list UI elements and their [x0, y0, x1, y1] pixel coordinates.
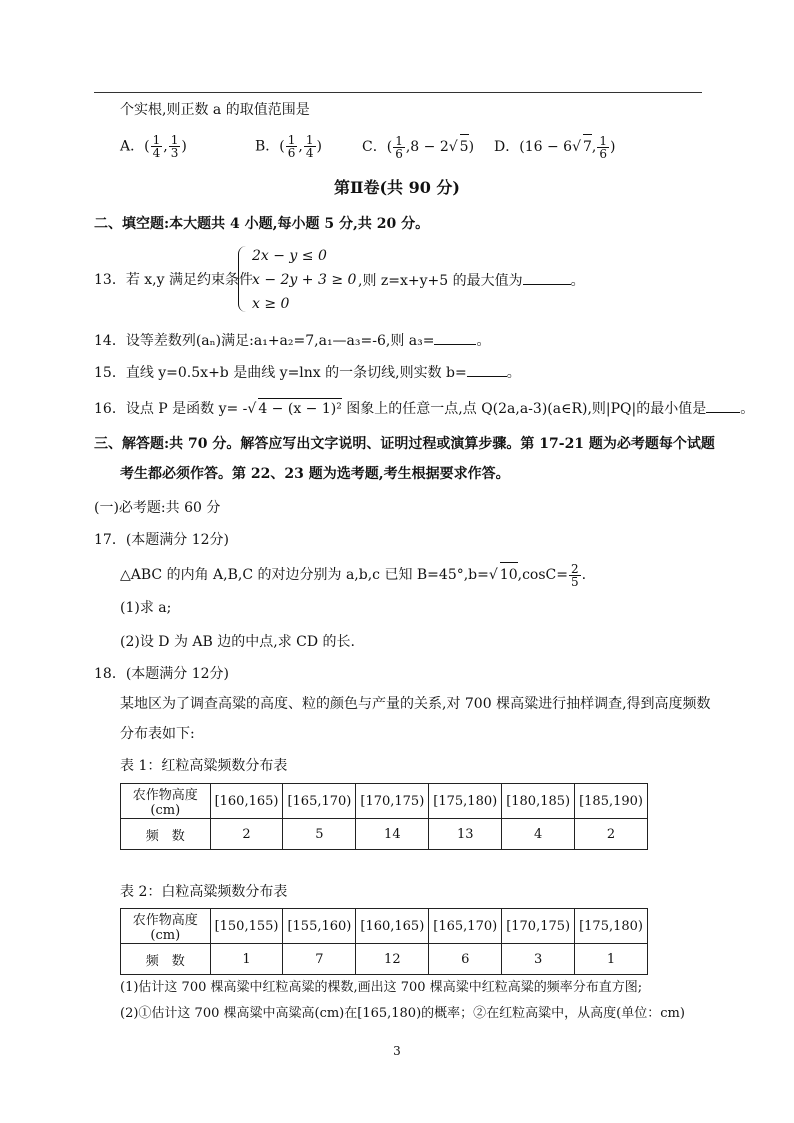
- q15: 15．直线 y=0.5x+b 是曲线 y=lnx 的一条切线,则实数 b= 。: [94, 362, 521, 383]
- q14: 14．设等差数列(aₙ)满足:a₁+a₂=7,a₁—a₃=-6,则 a₃= 。: [94, 330, 490, 351]
- table-row: 频 数 2 5 14 13 4 2: [121, 819, 648, 850]
- q12-option-c: C．( $\frac{1}{6}$ ,8 − 2√ 5): [362, 133, 475, 161]
- q12-tail: 个实根,则正数 a 的取值范围是: [120, 102, 310, 118]
- q12-option-b: B．( $\frac{1}{6}$ , $\frac{1}{4}$ ): [255, 133, 322, 160]
- answer-blank[interactable]: [434, 330, 476, 345]
- q18-part1: (1)估计这 700 棵高粱中红粒高粱的棵数,画出这 700 棵高粱中红粒高粱的频率分布直方图;: [120, 980, 643, 995]
- part3-heading-line2: 考生都必须作答。第 22、23 题为选考题,考生根据要求作答。: [120, 466, 510, 482]
- table-row: 频 数 1 7 12 6 3 1: [121, 944, 648, 975]
- header-rule: [94, 92, 702, 93]
- section-title: 第Ⅱ卷(共 90 分): [333, 178, 461, 197]
- compulsory-label: (一)必考题:共 60 分: [94, 500, 221, 516]
- q12-option-a: A．( $\frac{1}{4}$ , $\frac{1}{3}$ ): [120, 133, 187, 160]
- q13-constraint-2: x − 2y + 3 ≥ 0: [252, 272, 357, 288]
- q16: 16．设点 P 是函数 y= -√ 4 − (x − 1)² 图象上的任意一点,点 Q(2a,a-3)(a∈R),则|PQ|的最小值是 。: [94, 398, 754, 419]
- part2-heading: 二、填空题:本大题共 4 小题,每小题 5 分,共 20 分。: [94, 216, 430, 232]
- q13-constraint-3: x ≥ 0: [252, 296, 290, 312]
- q13-brace: [238, 246, 249, 312]
- table-white-sorghum: [120, 908, 648, 975]
- part3-heading-line1: 三、解答题:共 70 分。解答应写出文字说明、证明过程或演算步骤。第 17-21 题为必考题每个试题: [94, 436, 715, 452]
- page-number: 3: [393, 1044, 401, 1058]
- q17-part2: (2)设 D 为 AB 边的中点,求 CD 的长.: [120, 634, 355, 650]
- q13-suffix: ,则 z=x+y+5 的最大值为 。: [358, 270, 585, 291]
- table-header-row: 农作物高度(cm) [150,155) [155,160) [160,165) [165,170) [170,175) [175,180): [121, 909, 648, 944]
- q18-part2: (2)①估计这 700 棵高粱中高粱高(cm)在[165,180)的概率；②在红粒高粱中，从高度(单位：cm): [120, 1006, 685, 1021]
- table1-title: 表 1：红粒高粱频数分布表: [120, 758, 288, 774]
- q12-option-d: D．(16 − 6√ 7, $\frac{1}{6}$ ): [494, 133, 616, 161]
- answer-blank[interactable]: [523, 270, 571, 285]
- q18-intro-line2: 分布表如下:: [120, 726, 195, 742]
- answer-blank[interactable]: [706, 398, 740, 413]
- q18-intro-line1: 某地区为了调查高粱的高度、粒的颜色与产量的关系,对 700 棵高粱进行抽样调查,得到高度频数: [120, 696, 711, 712]
- q18-title: 18．(本题满分 12分): [94, 666, 230, 682]
- q17-stem: △ABC 的内角 A,B,C 的对边分别为 a,b,c 已知 B=45°,b=√ 10,cosC= $\frac{2}{5}$ .: [120, 561, 587, 589]
- table-header-row: 农作物高度(cm) [160,165) [165,170) [170,175) [175,180) [180,185) [185,190): [121, 784, 648, 819]
- answer-blank[interactable]: [467, 362, 507, 377]
- table2-title: 表 2：白粒高粱频数分布表: [120, 884, 288, 900]
- q17-part1: (1)求 a;: [120, 600, 172, 616]
- table-red-sorghum: [120, 783, 648, 850]
- q13-prefix: 13．若 x,y 满足约束条件: [94, 272, 253, 288]
- q13-constraint-1: 2x − y ≤ 0: [252, 248, 327, 264]
- q17-title: 17．(本题满分 12分): [94, 532, 230, 548]
